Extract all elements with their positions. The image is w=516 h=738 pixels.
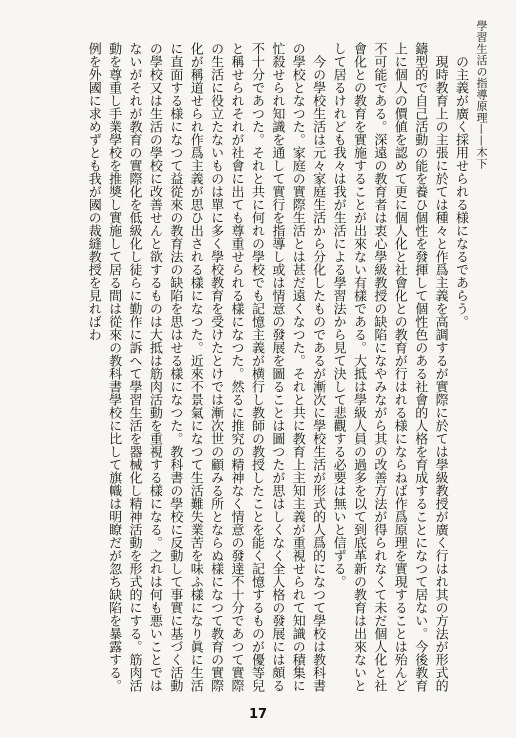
body-text <box>30 42 470 697</box>
paragraph: の主義が廣く採用せられる様になるであらう。 <box>453 55 468 328</box>
page-number: 17 <box>248 707 268 722</box>
paragraph: 現時教育上の主張に於ては種々と作爲主義を高調するが實際に於ては學級教授が廣く行はれ其の方法が形式的鑄型的で自己活動の能を養ひ個性を發揮して個性色のある社會的人格を育成することになつて居ない。今後教育上に個人の價値を認めて更に個人化と社會化との教育が行はれる様にならねば作爲原理を實現することは殆んど不可能である。深遠の教育者は衷心學級教授の缺陷になやみながら其の改善方法が得られなくて未だ個人化と社會化との教育を實施することが出來ない有樣である。大抵は學級人員の過多を以て到底革新の教育は出來ないとして居るけれども我々は我が生活による學習法から見て決して悲觀する必要は無いと信ずる。 <box>330 42 448 692</box>
running-header: 學習生活の指導原理——木下 <box>475 20 488 170</box>
paragraph: 今の學校生活は元々家庭生活から分化したものであるが漸次に學校生活が形式的人爲的になつて學校は教科書の學校となつた。家庭の實際生活とは甚だ遠くなつた。それと共に教育上主知主義が重視せられて知識の積集に忙殺せられ知識を通して實行を指導し或は情意の發展を圖ることは圖つたが思はしくなく全人格の發展には頗る不十分であつた。それと共に何れの學校でも記憶主義が横行し教師の教授したことを能く記憶するものが優等兒と稱せられそれが社會に出ても尊重せられる樣になつた。然るに推究の精神なく情意の發達不十分であつて實際の生活に役立たないものは單に多く學校教育を受けたとけでは漸次世の顧みる所とならぬ樣になつて教育の實際化が稱道せられ作爲主義が思ひ出される樣になつた。近來不景氣になつて生活難失業苦を味ふ樣になり眞に生活に直面する様になつて益從來の教育法の缺陷を思はせる樣になつた。教科書の學校に反動して事實に基づく活動の學校又は生活の學校に改善せんと欲するものは大抵は筋肉活動を重視する樣になる。之れは何も悪いことではないがそれが教育の實際化を低級化し徒らに勤作に訴へて學習生活を器械化し精神活動を形式的にする。筋肉活動を尊重し手業學校を推奬し實施して居る間は從來の教科書學校に比して旗幟は明瞭だが忽ち缺陷を暴露する。例を外國に求めずとも我が國の裁縫教授を見ればわ <box>85 42 326 692</box>
